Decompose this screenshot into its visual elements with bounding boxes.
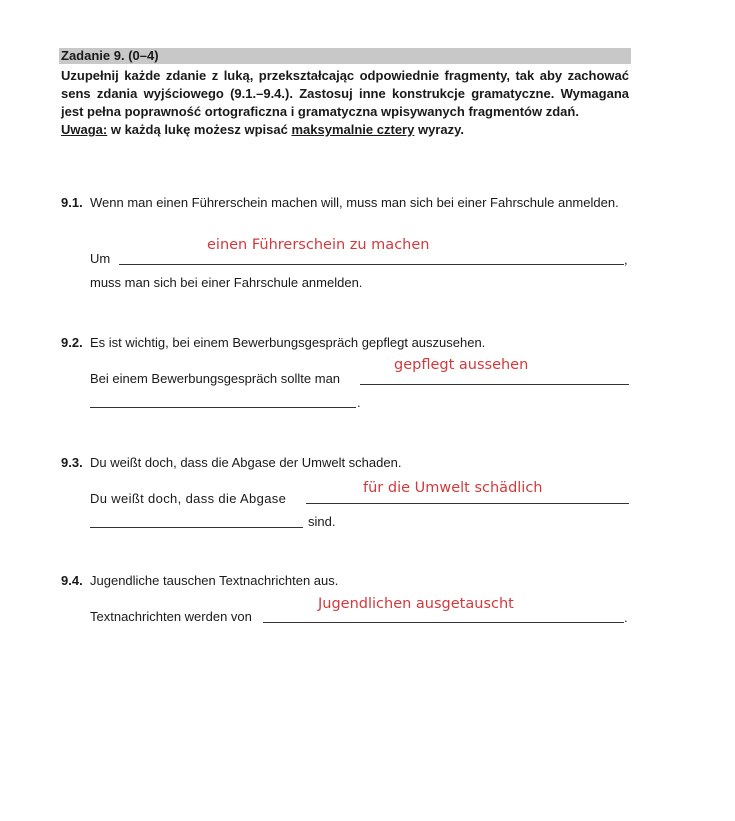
answer-text[interactable]: für die Umwelt schädlich <box>363 480 543 496</box>
note-emphasis: maksymalnie cztery <box>291 122 415 137</box>
source-sentence: Wenn man einen Führerschein machen will, muss man sich bei einer Fahrschule anmelden. <box>90 195 619 210</box>
sentence-end-mark: . <box>624 610 628 625</box>
source-sentence: Jugendliche tauschen Textnachrichten aus. <box>90 573 339 588</box>
question-number: 9.2. <box>61 335 83 350</box>
sentence-end-mark: . <box>357 395 361 410</box>
note-text-b: wyrazy. <box>414 122 464 137</box>
task-header: Zadanie 9. (0–4) <box>59 48 631 64</box>
source-sentence: Es ist wichtig, bei einem Bewerbungsgespräch gepflegt auszusehen. <box>90 335 486 350</box>
answer-text[interactable]: gepflegt aussehen <box>394 357 529 373</box>
task-instructions <box>61 67 629 139</box>
question-number: 9.3. <box>61 455 83 470</box>
sentence-prefix: Du weißt doch, dass die Abgase <box>90 491 287 506</box>
answer-blank[interactable] <box>306 503 629 504</box>
sentence-prefix: Textnachrichten werden von <box>90 609 252 624</box>
instructions-text: Uzupełnij każde zdanie z luką, przekształcając odpowiednie fragmenty, tak aby zachować sens zdania wyjściowego (9.1.–9.4.). Zastosuj inne konstrukcje gramatyczne. Wymagana jest pełna poprawność ortograficzna i gramatyczna wpisywanych fragmentów zdań. <box>61 68 629 119</box>
question-number: 9.1. <box>61 195 83 210</box>
sentence-continuation: muss man sich bei einer Fahrschule anmelden. <box>90 275 363 290</box>
sentence-end-mark: , <box>624 252 628 267</box>
answer-blank-continued[interactable] <box>90 407 356 408</box>
answer-blank-continued[interactable] <box>90 527 303 528</box>
sentence-prefix: Bei einem Bewerbungsgespräch sollte man <box>90 371 341 386</box>
sentence-suffix: sind. <box>308 514 336 529</box>
source-sentence: Du weißt doch, dass die Abgase der Umwelt schaden. <box>90 455 402 470</box>
answer-blank[interactable] <box>119 264 624 265</box>
answer-text[interactable]: einen Führerschein zu machen <box>207 237 430 253</box>
answer-blank[interactable] <box>263 622 624 623</box>
note-text-a: w każdą lukę możesz wpisać <box>107 122 292 137</box>
answer-text[interactable]: Jugendlichen ausgetauscht <box>318 596 514 612</box>
instructions-note <box>61 121 629 139</box>
question-number: 9.4. <box>61 573 83 588</box>
answer-blank[interactable] <box>360 384 629 385</box>
sentence-prefix: Um <box>90 251 111 266</box>
note-label: Uwaga: <box>61 122 108 137</box>
